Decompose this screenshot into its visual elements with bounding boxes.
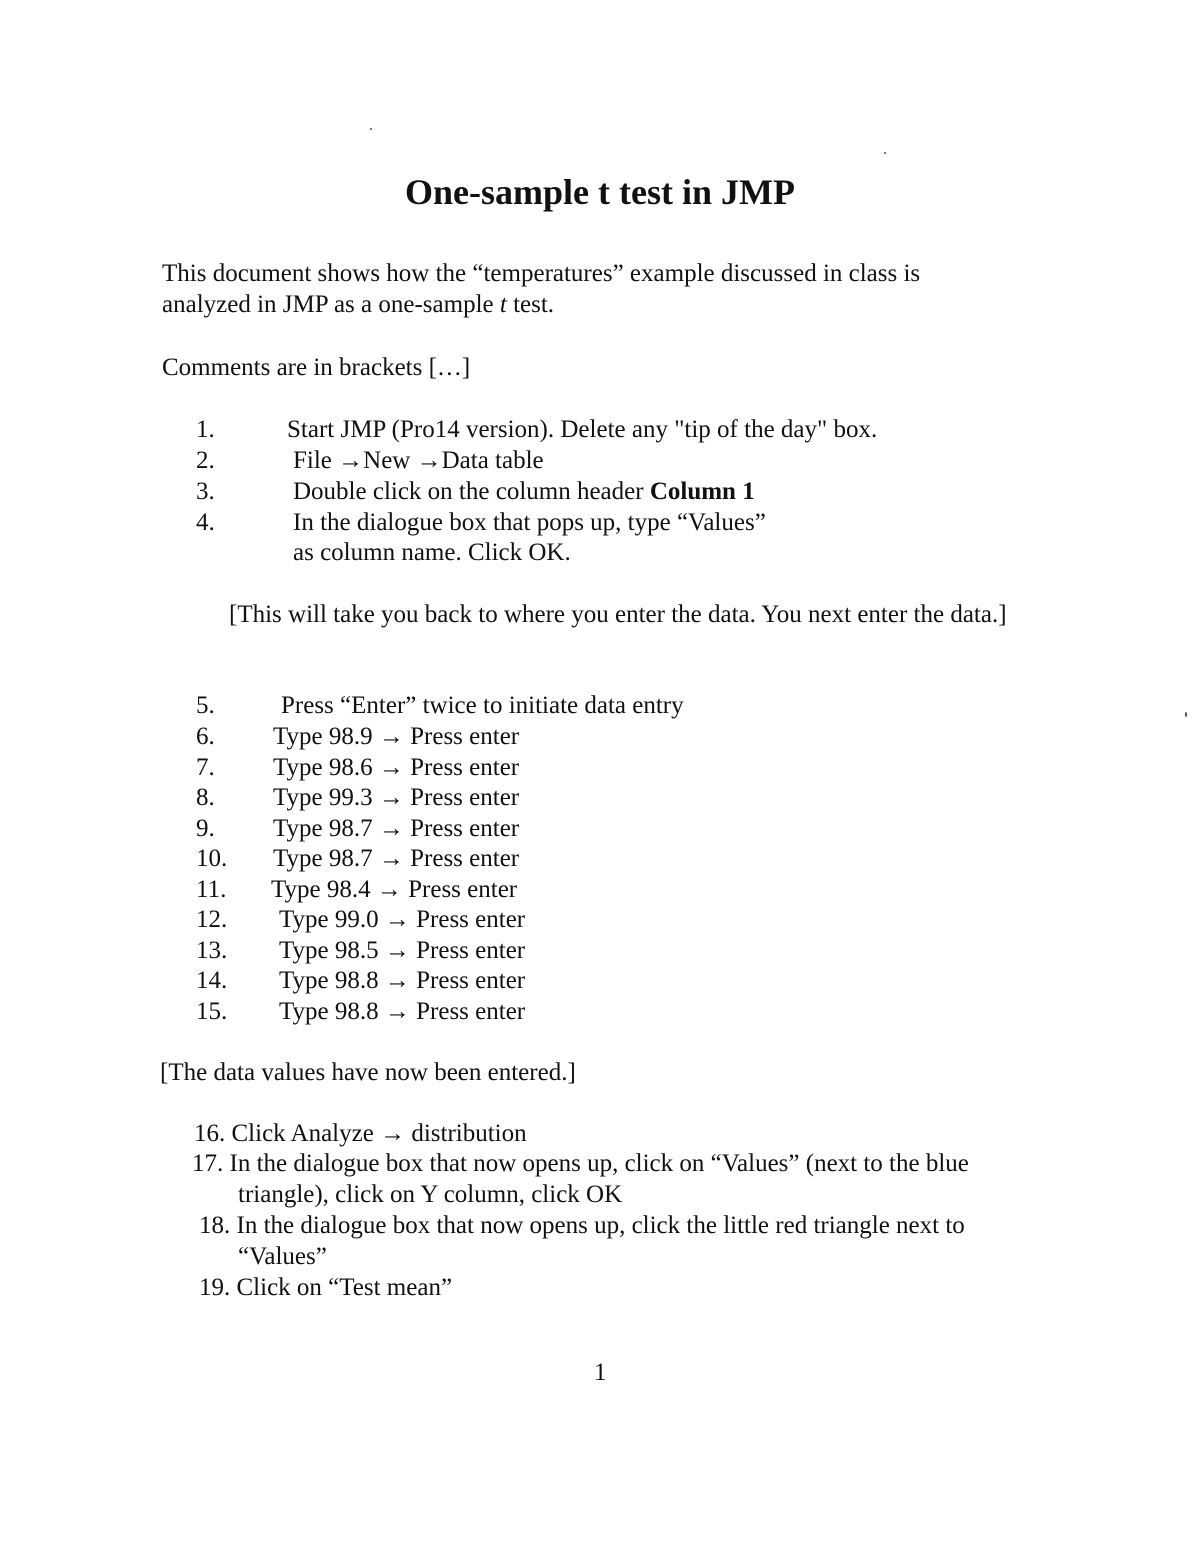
step-17-continued: triangle), click on Y column, click OK (238, 1181, 623, 1208)
step-text: In the dialogue box that pops up, type “Values” (293, 509, 766, 536)
step-number: 15. (196, 998, 228, 1025)
intro-line-2-start: analyzed in JMP as a one-sample (162, 291, 500, 318)
page-number: 1 (594, 1359, 607, 1386)
step-number: 4. (196, 509, 215, 536)
step-text: Type 98.6 → Press enter (273, 754, 520, 781)
step-text: File →New →Data table (293, 447, 544, 474)
step-number: 7. (196, 754, 215, 781)
bracket-note-data-entry: [This will take you back to where you enter the data. You next enter the data.] (229, 601, 1007, 628)
step-number: 11. (196, 876, 227, 903)
step-17: 17. In the dialogue box that now opens up, click on “Values” (next to the blue (192, 1150, 969, 1177)
scan-speck (370, 128, 372, 130)
column-1-label: Column 1 (649, 478, 755, 505)
step-number: 3. (196, 478, 215, 505)
step-18: 18. In the dialogue box that now opens up, click the little red triangle next to (199, 1212, 965, 1239)
step-text: Type 98.9 → Press enter (273, 723, 520, 750)
step-text: Type 98.8 → Press enter (279, 998, 526, 1025)
step-text-prefix: Double click on the column header (293, 478, 650, 505)
intro-line-1: This document shows how the “temperatures” example discussed in class is (162, 260, 921, 287)
step-19: 19. Click on “Test mean” (199, 1274, 453, 1301)
step-text: Type 99.3 → Press enter (273, 784, 520, 811)
step-number: 2. (196, 447, 215, 474)
step-number: 5. (196, 692, 215, 719)
step-text (293, 476, 755, 507)
step-number: 9. (196, 815, 215, 842)
step-text: Type 98.4 → Press enter (271, 876, 518, 903)
step-number: 1. (196, 416, 215, 443)
step-number: 12. (196, 906, 228, 933)
step-number: 13. (196, 937, 228, 964)
scan-speck (1185, 712, 1187, 717)
step-number: 6. (196, 723, 215, 750)
step-number: 10. (196, 845, 228, 872)
intro-line-2-end: test. (506, 291, 555, 318)
step-text-continued: as column name. Click OK. (293, 539, 571, 566)
bracket-note-data-entered: [The data values have now been entered.] (160, 1059, 576, 1086)
step-18-continued: “Values” (238, 1243, 327, 1270)
step-number: 8. (196, 784, 215, 811)
scan-speck (884, 152, 886, 154)
document-title: One-sample t test in JMP (405, 172, 795, 212)
step-text: Type 98.7 → Press enter (273, 815, 520, 842)
intro-line-2 (162, 289, 554, 320)
intro-italic-t: t (499, 291, 507, 318)
step-text: Type 98.8 → Press enter (279, 967, 526, 994)
step-16: 16. Click Analyze → distribution (194, 1120, 527, 1147)
step-text: Press “Enter” twice to initiate data entry (281, 692, 684, 719)
step-text: Type 98.7 → Press enter (273, 845, 520, 872)
step-text: Type 99.0 → Press enter (279, 906, 526, 933)
step-text: Start JMP (Pro14 version). Delete any "tip of the day" box. (287, 416, 878, 443)
step-number: 14. (196, 967, 228, 994)
comments-note: Comments are in brackets […] (162, 354, 471, 381)
step-text: Type 98.5 → Press enter (279, 937, 526, 964)
